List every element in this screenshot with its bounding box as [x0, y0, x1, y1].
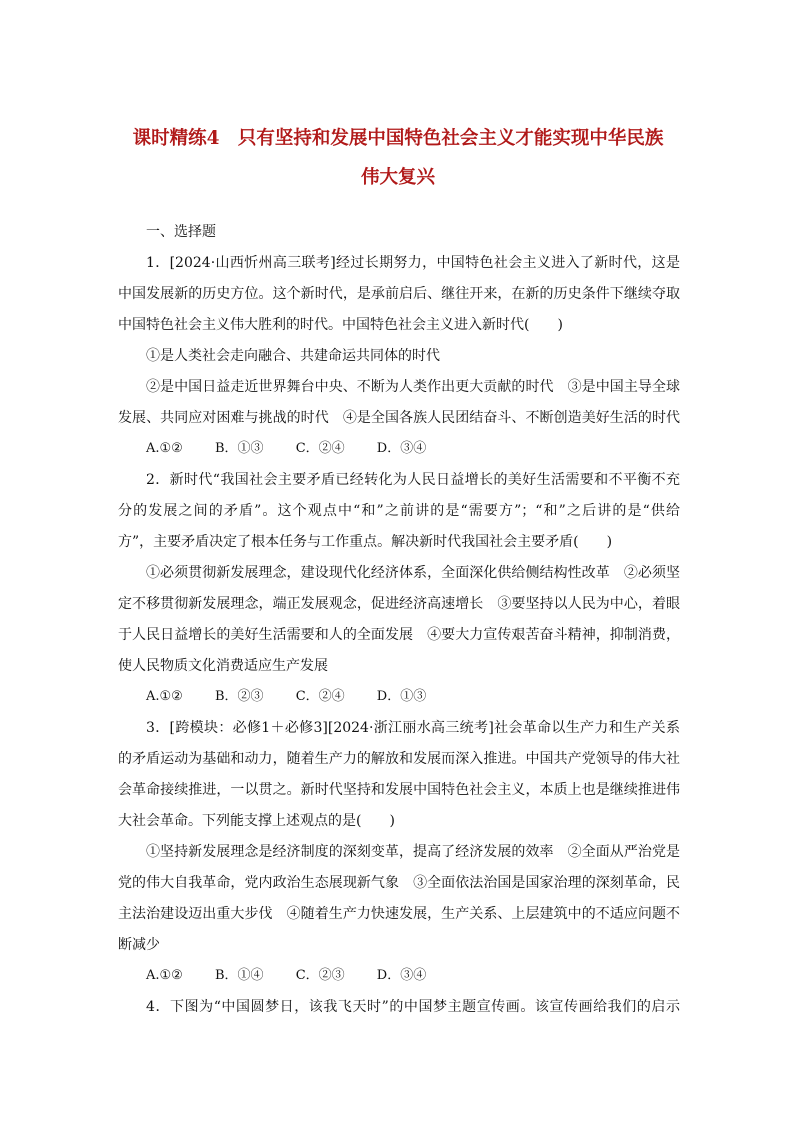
- q2-option-d: D．①③: [376, 689, 427, 704]
- q3-line2: 的矛盾运动为基础和动力，随着生产力的解放和发展而深入推进。中国共产党领导的伟大社: [118, 751, 680, 767]
- q4-line1: 4．下图为“中国圆梦日，该我飞天时”的中国梦主题宣传画。该宣传画给我们的启示: [146, 999, 680, 1015]
- q2-line2: 分的发展之间的矛盾”。这个观点中“和”之前讲的是“需要方”；“和”之后讲的是“供给: [118, 503, 680, 519]
- q3-option-a: A.①②: [146, 968, 183, 983]
- q3-option-c: C．②③: [295, 968, 345, 983]
- q1-option-a: A.①②: [146, 441, 183, 456]
- q3-option-d: D．③④: [376, 968, 427, 983]
- q1-statement2: ②是中国日益走近世界舞台中央、不断为人类作出更大贡献的时代 ③是中国主导全球: [146, 379, 680, 395]
- q3-line3: 会革命接续推进，一以贯之。新时代坚持和发展中国特色社会主义，本质上也是继续推进伟: [118, 782, 680, 798]
- q3-line1: 3．[跨模块：必修1＋必修3][2024·浙江丽水高三统考]社会革命以生产力和生产关系: [146, 720, 680, 736]
- q1-option-d: D．③④: [376, 441, 427, 456]
- q1-line2: 中国发展新的历史方位。这个新时代，是承前启后、继往开来，在新的历史条件下继续夺取: [118, 286, 680, 302]
- q2-options: [146, 687, 454, 707]
- q1-statement3: 发展、共同应对困难与挑战的时代 ④是全国各族人民团结奋斗、不断创造美好生活的时代: [118, 410, 680, 426]
- page-title-line2: 伟大复兴: [360, 167, 435, 188]
- q1-line3: 中国特色社会主义伟大胜利的时代。中国特色社会主义进入新时代( ): [118, 317, 563, 333]
- q1-options: [146, 439, 454, 459]
- q3-statement4: 断减少: [118, 937, 160, 953]
- section-heading: 一、选择题: [146, 224, 216, 240]
- q2-option-c: C．②④: [295, 689, 345, 704]
- q2-line3: 方”，主要矛盾决定了根本任务与工作重点。解决新时代我国社会主要矛盾( ): [118, 534, 613, 550]
- q3-options: [146, 966, 454, 986]
- q2-statement3: 于人民日益增长的美好生活需要和人的全面发展 ④要大力宣传艰苦奋斗精神，抑制消费，: [118, 627, 680, 643]
- q2-option-b: B．②③: [214, 689, 264, 704]
- q1-statement1: ①是人类社会走向融合、共建命运共同体的时代: [146, 348, 440, 364]
- q2-statement1: ①必须贯彻新发展理念，建设现代化经济体系，全面深化供给侧结构性改革 ②必须坚: [146, 565, 680, 581]
- q2-statement4: 使人民物质文化消费适应生产发展: [118, 658, 328, 674]
- q3-statement3: 主法治建设迈出重大步伐 ④随着生产力快速发展，生产关系、上层建筑中的不适应问题不: [118, 906, 680, 922]
- q3-statement2: 党的伟大自我革命，党内政治生态展现新气象 ③全面依法治国是国家治理的深刻革命，民: [118, 875, 680, 891]
- q2-option-a: A.①②: [146, 689, 183, 704]
- q3-line4: 大社会革命。下列能支撑上述观点的是( ): [118, 813, 395, 829]
- q3-option-b: B．①④: [214, 968, 264, 983]
- q2-statement2: 定不移贯彻新发展理念，端正发展观念，促进经济高速增长 ③要坚持以人民为中心，着眼: [118, 596, 680, 612]
- q3-statement1: ①坚持新发展理念是经济制度的深刻变革，提高了经济发展的效率 ②全面从严治党是: [146, 844, 680, 860]
- q1-option-b: B．①③: [214, 441, 264, 456]
- q1-line1: 1．[2024·山西忻州高三联考]经过长期努力，中国特色社会主义进入了新时代，这是: [146, 255, 680, 271]
- page-title-line1: 课时精练4 只有坚持和发展中国特色社会主义才能实现中华民族: [132, 128, 664, 149]
- q2-line1: 2．新时代“我国社会主要矛盾已经转化为人民日益增长的美好生活需要和不平衡不充: [146, 472, 680, 488]
- q1-option-c: C．②④: [295, 441, 345, 456]
